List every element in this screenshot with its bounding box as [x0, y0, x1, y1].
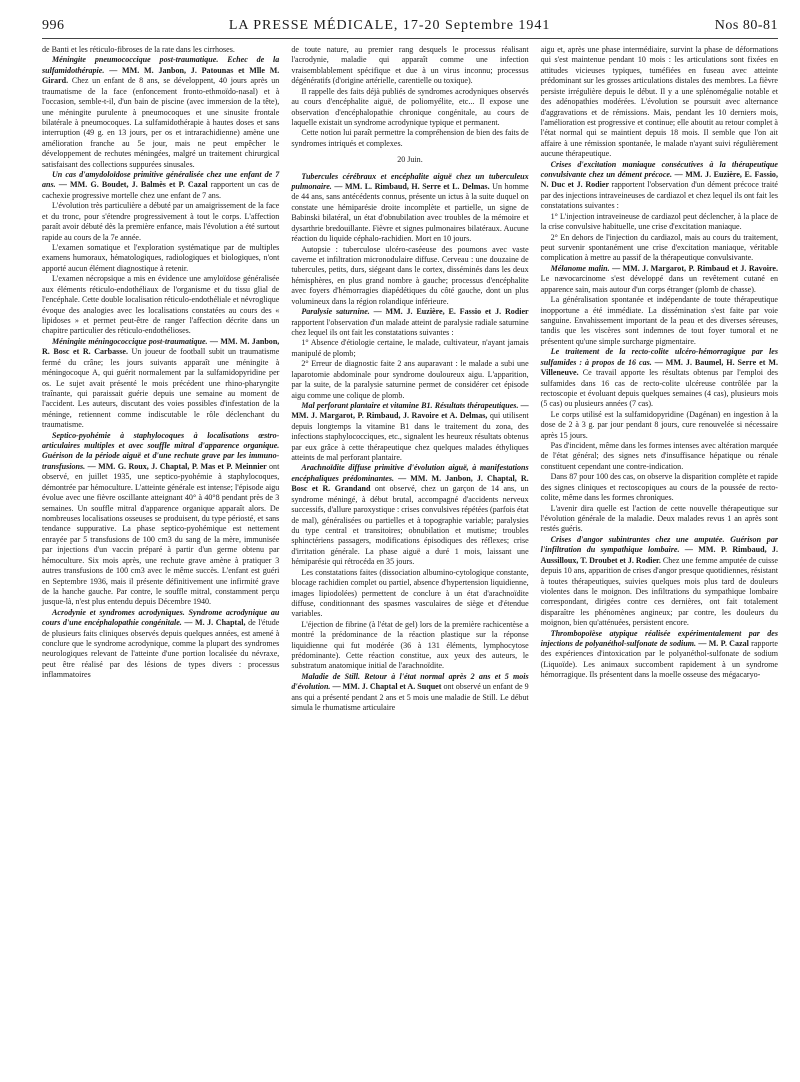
article-entry [541, 629, 778, 681]
paragraph: Le corps utilisé est la sulfamidopyridine (Dagénan) en ingestion à la dose de 2 à 3 g. par jour pendant 8 jours, cure renouvelée si nécessaire après 15 jours. [540, 409, 778, 440]
article-entry [291, 172, 528, 245]
article-entry [42, 337, 279, 431]
article-authors: — MM. M. Janbon, R. Bosc et R. Carbasse. [42, 336, 280, 357]
article-entry [291, 672, 528, 714]
issue-number: Nos 80-81 [714, 18, 778, 33]
article-body: Un homme de 44 ans, sans antécédents connus, présente un ictus à la suite duquel on constate une hémiparésie droite incomplète et partielle, un signe de Babinski bilatéral, un état d'obnubilation avec troubles de la mémoire et dysarthrie bredouillante. Fièvre et signes pulmonaires bilatéraux. Aucune réaction du liquide céphalo-rachidien. Mort en 10 jours. [291, 182, 529, 244]
article-authors: — MM. L. Rimbaud, H. Serre et L. Delmas. [334, 182, 493, 192]
article-authors: — MM. M. Janbon, J. Chaptal, R. Bosc et R. Grandand [291, 473, 529, 494]
article-title: Paralysie saturnine. [301, 307, 374, 317]
paragraph: 1° Absence d'étiologie certaine, le malade, cultivateur, n'ayant jamais manipulé de plomb; [291, 338, 529, 358]
paragraph: de Banti et les réticulo-fibroses de la rate dans les cirrhoses. [42, 45, 235, 54]
article-title: Septico-pyohémie à staphylocoques à localisations œstro-articulaires multiples et avec souffle mitral d'apparence organique. Guérison de la période aiguë et d'une rechute grave par les immuno-transfusions. [42, 430, 280, 471]
article-title: Mélanome malin. [550, 263, 613, 273]
article-title: Crises d'excitation maniaque consécutives à la thérapeutique convulsivante chez un dément précoce. [540, 159, 778, 180]
article-title: Mal perforant plantaire et vitamine B1. Résultats thérapeutiques. [301, 400, 521, 410]
article-authors: — MM. J. Euzière, E. Fassio, N. Duc et J. Rodier [540, 170, 778, 190]
article-authors: — MM. J. Euzière, E. Fassio et J. Rodier [373, 307, 529, 317]
article-authors: — MM. J. Baumel, H. Serre et M. Villeneuve. [540, 357, 778, 378]
article-title: Méningite méningococcique post-traumatique. [52, 336, 210, 346]
paragraph: L'examen somatique et l'exploration systématique par de multiples examens humoraux, hématologiques, radiologiques et biologiques, n'ont apporté aucun élément diagnostique à retenir. [42, 243, 280, 273]
article-authors: — MM. P. Rimbaud, J. Aussilloux, T. Droubet et J. Rodier. [540, 545, 778, 565]
article-body: qui utilisent depuis longtemps la vitamine B1 dans le traitement du zona, des infections staphylococciques, etc., signalent les heureux résultats obtenus par eux grâce à cette thérapeutique chez quelques malades éthyliques atteints de mal perforant plantaire. [291, 411, 529, 463]
paragraph: Les constatations faites (dissociation albumino-cytologique constante, blocage rachidien complet ou partiel, absence d'hypertension liquidienne, images lipiodolées) permettent de conclure à un état d'arachnoïdite diffuse, conditionnant des spasmes vasculaires de siège et d'étendue variables. [291, 567, 529, 619]
article-title: Maladie de Still. Retour à l'état normal après 2 ans et 5 mois d'évolution. [291, 671, 529, 692]
article-body: de l'étude de plusieurs faits cliniques observés depuis quelques années, est amené à conclure que le syndrome acrodynique, comme la plupart des syndromes neurologiques relevant de l'atteinte d'une portion localisée du névraxe, peut être réalisé par des lésions de types divers : processus inflammatoires [42, 618, 280, 680]
column-2 [291, 45, 528, 714]
article-entry [42, 431, 279, 608]
article-entry [541, 535, 778, 629]
article-authors: — M. P. Cazal [698, 639, 752, 649]
article-authors: — M. J. Chaptal, [184, 618, 249, 628]
paragraph: Autopsie : tuberculose ulcéro-caséeuse des poumons avec vaste caverne et infiltration micronodulaire diffuse. Cerveau : une douzaine de tubercules, petits, durs, siégeant dans le cortex, disséminés dans les deux hémisphères, en plus grand nombre à gauche; processus d'encéphalite avec foyers d'hémorragies diapédétiques du côté gauche, dont un plus volumineux dans la région rolandique inférieure. [291, 244, 529, 306]
paragraph: L'examen nécropsique a mis en évidence une amyloïdose généralisée aux éléments réticulo-endothéliaux de l'organisme et du tissu glial de l'encéphale. Cette double localisation réticulo-endothéliale et névroglique évoque des analogies avec les localisations constatées au cours des « lipidoses » et permet peut-être de ranger l'affection décrite dans un chapitre particulier des réticulo-endothélioses. [42, 274, 280, 336]
paragraph: 2° Erreur de diagnostic faite 2 ans auparavant : le malade a subi une laparotomie abdominale pour syndrome douloureux aigu. L'apparition, par la suite, de la paralysie saturnine permet de considérer cet épisode aigu comme une colique de plomb. [291, 359, 529, 400]
article-body: ont observé, en juillet 1935, une septico-pyohémie à staphylocoques, démontrée par hémoculture. L'atteinte générale est intense; l'épisode aigu évolue avec une fièvre oscillante atteignant 40° à 40°8 pendant près de 3 semaines. Un souffle mitral d'apparence organique apparaît alors. De nombreuses localisations osseuses se produisent, du type périosté, et sans tendance suppurative. La phase septico-pyohémique est nettement enrayée par 5 transfusions de 100 cm3 du sang de la mère, immunisée par injections d'un vaccin préparé à partir d'un germe obtenu par hémoculture. Six mois après, une rechute grave amène à pratiquer 3 autres transfusions de 100 cm3 avec le même succès. L'enfant est guéri en Septembre 1936, mais il présente définitivement une infirmité grave de la hanche gauche. Par contre, le souffle mitral, constamment perçu jusque-là, n'est plus entendu depuis Décembre 1940. [42, 461, 280, 607]
paragraph: L'éjection de fibrine (à l'état de gel) lors de la première rachicentèse a montré la prédominance de la réaction plastique sur la réponse liquidienne qui fut modérée (36 à 131 éléments, lymphocytose prédominante). Cette réaction constitue, aux yeux des auteurs, le substratum anatomique initial de l'arachnoïdite. [291, 619, 529, 671]
article-entry [42, 608, 279, 681]
article-title: Le traitement de la recto-colite ulcéro-hémorragique par les sulfamides : à propos de 16 cas. [540, 347, 778, 367]
page-header [42, 18, 778, 39]
article-entry [541, 264, 778, 295]
paragraph: Dans 87 pour 100 des cas, on observe la disparition complète et rapide des signes cliniques et rectoscopiques au cours de la poussée de recto-colite, même dans les formes chroniques. [540, 472, 778, 503]
article-body: rapporte des expériences d'intoxication par le polyanéthol-sulfonate de sodium (Liquoïde). Les animaux succombent rapidement à un syndrome hémorragique. Ils présentent dans la moelle osseuse des mégacaryo- [540, 639, 778, 680]
article-entry [291, 307, 528, 338]
page-number: 996 [42, 18, 65, 33]
paragraph: La généralisation spontanée et indépendante de toute thérapeutique inopportune a été immédiate. La dissémination s'est faite par voie sanguine. Envahissement important de la peau et des diverses séreuses, tandis que les viscères sont indemnes de tout foyer tumoral et ne présentent qu'une simple surcharge pigmentaire. [540, 295, 778, 346]
article-title: Arachnoïdite diffuse primitive d'évolution aiguë, à manifestations encéphaliques prédominantes. [291, 463, 529, 483]
article-title: Méningite pneumococcique post-traumatique. Echec de la sulfamidothérapie. [42, 55, 280, 75]
article-authors: — MM. J. Margarot, P. Rimbaud et J. Ravoire. [612, 263, 778, 273]
article-authors: — MM. G. Roux, J. Chaptal, P. Mas et P. Meinnier [87, 461, 270, 471]
paragraph: Pas d'incident, même dans les formes intenses avec altération marquée de l'état général; des signes nets d'insuffisance hépatique ou rénale constituent cependant une contre-indication. [540, 441, 778, 471]
article-authors: — MM. J. Chaptal et A. Suquet [332, 682, 444, 692]
paragraph: 2° En dehors de l'injection du cardiazol, mais au cours du traitement, peut survenir spontanément une crise d'excitation maniaque, véritable complication à mettre au passif de la thérapeutique convulsivante. [540, 232, 778, 263]
article-body: Ce travail apporte les résultats obtenus par l'emploi des sulfamides dans 16 cas de recto-colite ulcéreuse contrôlée par la rectoscopie et évoluant depuis quelques semaines (4 cas), plusieurs mois (5 cas) ou plusieurs années (7 cas). [540, 368, 778, 409]
article-title: Crises d'angor subintrantes chez une amputée. Guérison par l'infiltration du sympathique lombaire. [540, 534, 778, 555]
article-body: rapportent l'observation d'un malade atteint de paralysie radiale saturnine chez lequel ils ont fait les constatations suivantes : [291, 317, 529, 337]
columns [42, 45, 778, 714]
article-title: Tubercules cérébraux et encéphalite aiguë chez un tuberculeux pulmonaire. [291, 171, 529, 192]
column-3 [541, 45, 778, 714]
article-entry [291, 401, 528, 464]
paragraph: aigu et, après une phase intermédiaire, survint la phase de déformations qui s'est maintenue pendant 10 mois : les articulations sont fixées en attitudes vicieuses typiques, tuméfiées en fuseau avec atteinte prédominant sur les grosses articulations distales des membres. La fièvre persiste irrégulière depuis le début. Il y a une splénomégalie notable et des adénopathies modérées. L'évolution se poursuit avec alternance d'aggravations et de rémissions. Mais, pendant les 10 derniers mois, l'amélioration est progressive et continue; elle aboutit au retour complet à l'état normal qui se maintient depuis 18 mois. Il semble que l'on ait affaire à une rémission spontanée, le malade n'ayant suivi régulièrement aucune thérapeutique. [540, 45, 778, 159]
paragraph: de toute nature, au premier rang desquels le processus réalisant l'acrodynie, maladie qui apparaît comme une infection vraisemblablement spécifique et due à un virus inconnu; processus dégénératifs (d'origine artérielle, carentielle ou toxique). [291, 45, 529, 86]
article-body: ont observé, chez un garçon de 14 ans, un syndrome méningé, à début brutal, accompagné d'accidents nerveux successifs, d'allure paroxystique : crises convulsives répétées (parfois état de mal), généralisées ou partielles et à topographie variable; paralysies du type central et transitoires; obnubilation et mutisme; troubles sphinctériens passagers, modifications épisodiques des réflexes; crise d'irritation générale. La phase aiguë a duré 1 mois, laissant une hémiparésie qui rétrocéda en 35 jours. [291, 484, 529, 567]
article-body: ont observé un enfant de 9 ans qui a présenté pendant 2 ans et 5 mois une maladie de Still. Le début simula le rhumatisme articulaire [291, 682, 529, 713]
paragraph: L'évolution très particulière a débuté par un amaigrissement de la face et du tronc, pour s'étendre progressivement à tout le corps. L'affection paraît avoir débuté dès la première enfance, mais l'évolution a été surtout rapide au cours de la 7e année. [42, 201, 280, 242]
article-authors: — MM. G. Boudet, J. Balmès et P. Cazal [58, 180, 211, 190]
article-body: Un joueur de football subit un traumatisme fermé du crâne; les jours suivants apparaît une méningite à méningocoque A, qui guérit normalement par la sulfamidopyridine per os. Le sujet avait présenté le mois précédent une rhino-pharyngite traînante, qui paraissait guérie depuis une semaine au moment de l'accident. Les auteurs, discutant des voies possibles d'infestation de la méninge, retiennent comme indiscutable le rôle déclenchant du traumatisme. [42, 347, 280, 430]
article-body: Chez une femme amputée de cuisse depuis 10 ans, apparition de crises d'angor presque quotidiennes, résistant à toutes thérapeutiques, suivies quelques mois plus tard de douleurs violentes dans le moignon. Des infiltrations du sympathique lombaire correspondant, dirigées contre ces dernières, ont fait totalement disparaître les phénomènes angineux; par contre, les douleurs du moignon, bien qu'atténuées, persistent encore. [540, 555, 778, 628]
article-title: Un cas d'amydoloïdose primitive généralisée chez une enfant de 7 ans. [42, 170, 280, 190]
session-date: 20 Juin. [397, 155, 423, 165]
article-body: rapportent l'observation d'un dément précoce traité par des injections intraveineuses de cardiazol et chez lequel ils ont fait les constatations suivantes : [540, 180, 778, 211]
article-authors: — MM. M. Janbon, J. Patounas et Mlle M. Girard. [42, 65, 280, 86]
article-entry [541, 160, 778, 212]
article-authors: — MM. J. Margarot, P. Rimbaud, J. Ravoire et A. Delmas, [291, 400, 529, 421]
article-entry [42, 170, 279, 201]
paragraph: L'avenir dira quelle est l'action de cette nouvelle thérapeutique sur l'évolution générale de la maladie. Deux malades revus 1 an après sont restés guéris. [540, 503, 778, 534]
journal-title: LA PRESSE MÉDICALE, 17-20 Septembre 1941 [228, 18, 551, 33]
article-title: Thrombopoïèse atypique réalisée expérimentalement par des injections de polyanéthol-sulfonate de sodium. [540, 628, 778, 649]
article-entry [42, 55, 279, 170]
article-body: Chez un enfant de 8 ans, se développent, 40 jours après un traumatisme de la face (enfoncement fronto-ethmoïdo-nasal) et à l'occasion, semble-t-il, d'un bain de piscine (avec immersion de la tête), une méningite purulente à pneumocoques et une sinusite frontale bilatérale à pneumocoques. La sulfamidothérapie à hautes doses et sans interruption (49 g. en 13 jours, per os et intrarachidienne) amène une amélioration franche au 5e jour, mais ne peut empêcher le développement de rechutes méningées, malgré un traitement chirurgical satisfaisant des collections suppurées sinusales. [42, 76, 280, 169]
column-1 [42, 45, 279, 714]
paragraph: Cette notion lui paraît permettre la compréhension de bien des faits de syndromes intriqués et complexes. [291, 128, 529, 148]
article-title: Acrodynie et syndromes acrodyniques. Syndrome acrodynique au cours d'une encéphalopathie congénitale. [42, 607, 280, 628]
article-body: Le nævocarcinome s'est développé dans un revêtement cutané en apparence sain, mais autour d'un corps étranger (plomb de chasse). [540, 274, 778, 294]
article-entry [541, 347, 778, 410]
article-entry [291, 463, 528, 567]
article-body: rapportent un cas de cachexie progressive mortelle chez une enfant de 7 ans. [42, 180, 280, 200]
paragraph: Il rappelle des faits déjà publiés de syndromes acrodyniques observés au cours d'encéphalite aiguë, de poliomyélite, etc... Il expose une observation d'encéphalopathie chronique congénitale, au cours de laquelle existait un syndrome acrodynique typique et permanent. [291, 86, 529, 127]
paragraph: 1° L'injection intraveineuse de cardiazol peut déclencher, à la place de la crise convulsive habituelle, une crise d'excitation maniaque. [540, 211, 778, 232]
